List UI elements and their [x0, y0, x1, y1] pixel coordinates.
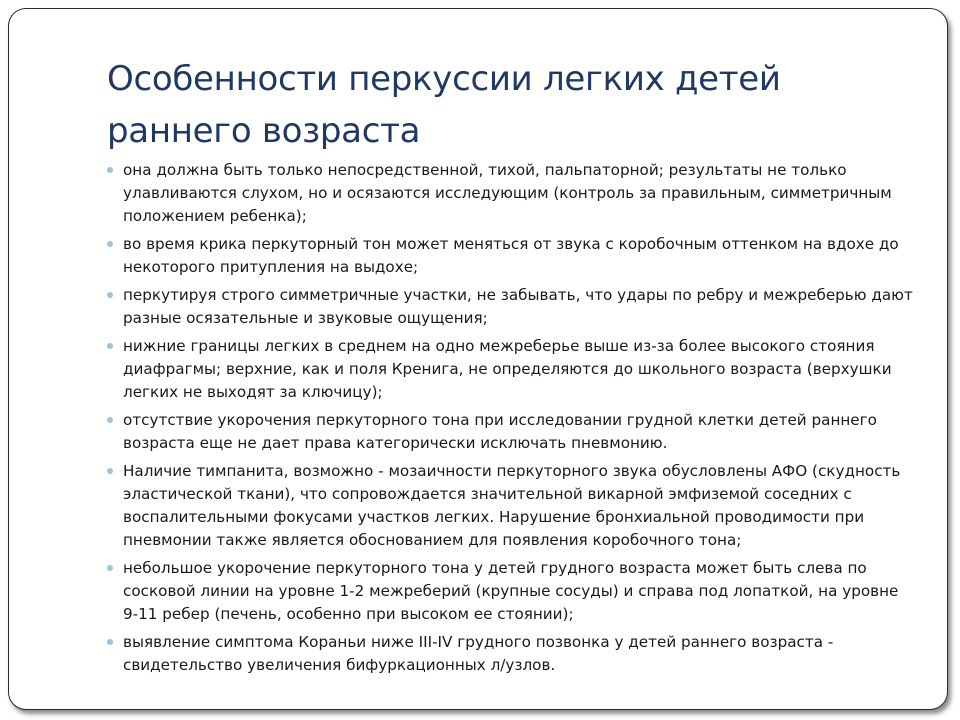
bullet-text: небольшое укорочение перкуторного тона у детей грудного возраста может быть слева по сосковой линии на уровне 1-2 межреберий (крупные сосуды) и справа под лопаткой, на уровне 9-11 ребер (печень, особенно при высоком ее стоянии); — [123, 559, 899, 623]
slide-frame — [8, 8, 948, 710]
bullet-list — [107, 159, 917, 682]
bullet-dot-icon — [107, 167, 113, 173]
bullet-item — [107, 233, 917, 279]
bullet-dot-icon — [107, 468, 113, 474]
bullet-text: нижние границы легких в среднем на одно межреберье выше из-за более высокого стояния диафрагмы; верхние, как и поля Кренига, не определяются до школьного возраста (верхушки легких не выходят за ключицу); — [123, 337, 892, 401]
bullet-item — [107, 460, 917, 552]
bullet-item — [107, 284, 917, 330]
bullet-dot-icon — [107, 343, 113, 349]
bullet-dot-icon — [107, 241, 113, 247]
bullet-text: выявление симптома Кораньи ниже III-IV грудного позвонка у детей раннего возраста - свидетельство увеличения бифуркационных л/узлов. — [123, 633, 834, 674]
bullet-text: отсутствие укорочения перкуторного тона при исследовании грудной клетки детей раннего возраста еще не дает права категорически исключать пневмонию. — [123, 411, 877, 452]
bullet-dot-icon — [107, 565, 113, 571]
title-line-1: Особенности перкуссии легких детей — [107, 59, 781, 99]
bullet-dot-icon — [107, 639, 113, 645]
bullet-item — [107, 631, 917, 677]
bullet-text: во время крика перкуторный тон может меняться от звука с коробочным оттенком на вдохе до некоторого притупления на выдохе; — [123, 235, 899, 276]
bullet-item — [107, 557, 917, 626]
bullet-text: она должна быть только непосредственной, тихой, пальпаторной; результаты не только улавливаются слухом, но и осязаются исследующим (контроль за правильным, симметричным положением ребенка); — [123, 161, 892, 225]
bullet-dot-icon — [107, 417, 113, 423]
bullet-item — [107, 335, 917, 404]
bullet-text: перкутируя строго симметричные участки, не забывать, что удары по ребру и межреберью дают разные осязательные и звуковые ощущения; — [123, 286, 913, 327]
bullet-item — [107, 159, 917, 228]
bullet-text: Наличие тимпанита, возможно - мозаичности перкуторного звука обусловлены АФО (скудность эластической ткани), что сопровождается значительной викарной эмфиземой соседних с воспалительными фокусами участков легких. Нарушение бронхиальной проводимости при пневмонии также является обоснованием для появления коробочного тона; — [123, 462, 901, 549]
bullet-item — [107, 409, 917, 455]
bullet-dot-icon — [107, 292, 113, 298]
title-line-2: раннего возраста — [107, 111, 421, 151]
slide-title — [107, 53, 907, 157]
